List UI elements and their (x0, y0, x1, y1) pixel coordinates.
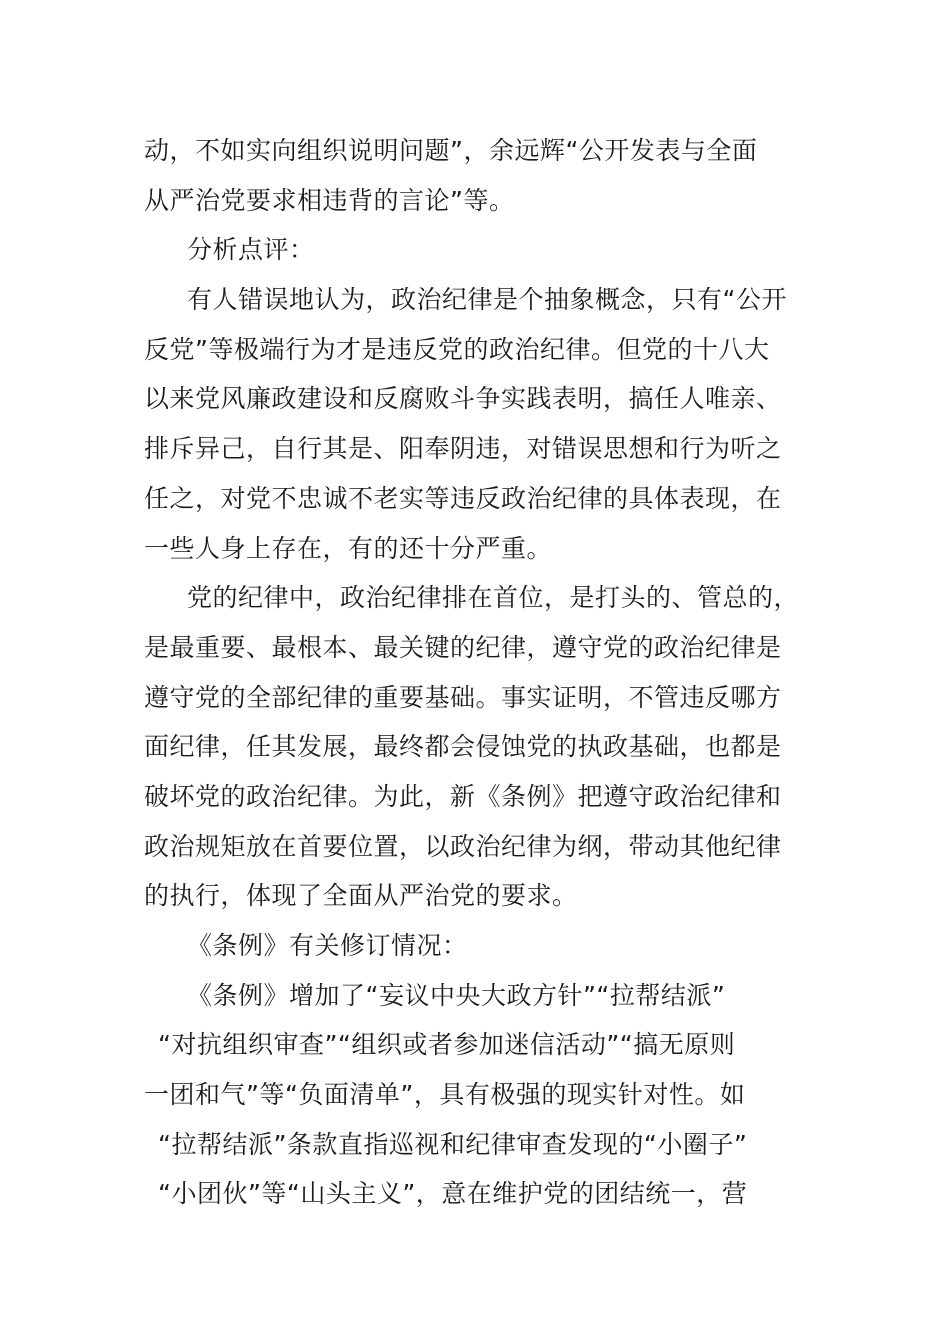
text-line: 动，不如实向组织说明问题”，余远辉“公开发表与全面 (144, 136, 758, 165)
text-line: 有人错误地认为，政治纪律是个抽象概念，只有“公开 (187, 285, 787, 315)
text-line: 一团和气”等“负面清单”，具有极强的现实针对性。如 (144, 1080, 746, 1110)
document-body (144, 126, 814, 1219)
text-line: 以来党风廉政建设和反腐败斗争实践表明，搞任人唯亲、 (144, 384, 782, 414)
text-line: 的执行，体现了全面从严治党的要求。 (144, 881, 578, 911)
section-heading: 分析点评： (187, 235, 315, 265)
text-line: 面纪律，任其发展，最终都会侵蚀党的执政基础，也都是 (144, 732, 782, 762)
text-line: 政治规矩放在首要位置，以政治纪律为纲，带动其他纪律 (144, 831, 782, 861)
text-line: 党的纪律中，政治纪律排在首位，是打头的、管总的， (187, 583, 800, 613)
text-line: 是最重要、最根本、最关键的纪律，遵守党的政治纪律是 (144, 632, 782, 662)
text-line: 从严治党要求相违背的言论”等。 (144, 185, 515, 215)
text-line: 一些人身上存在，有的还十分严重。 (144, 533, 553, 563)
section-heading: 《条例》有关修订情况： (187, 931, 468, 960)
text-line: 任之，对党不忠诚不老实等违反政治纪律的具体表现，在 (144, 483, 782, 513)
text-line: “小团伙”等“山头主义”，意在维护党的团结统一，营 (158, 1179, 748, 1209)
text-line: 遵守党的全部纪律的重要基础。事实证明，不管违反哪方 (144, 682, 782, 712)
text-line: “拉帮结派”条款直指巡视和纪律审查发现的“小圈子” (158, 1129, 748, 1159)
text-line: 《条例》增加了“妄议中央大政方针”“拉帮结派” (187, 980, 726, 1010)
text-line: 反党”等极端行为才是违反党的政治纪律。但党的十八大 (144, 334, 770, 364)
text-line: 排斥异己，自行其是、阳奉阴违，对错误思想和行为听之 (144, 434, 782, 464)
text-line: “对抗组织审查”“组织或者参加迷信活动”“搞无原则 (158, 1030, 736, 1060)
text-line: 破坏党的政治纪律。为此，新《条例》把遵守政治纪律和 (144, 781, 782, 811)
